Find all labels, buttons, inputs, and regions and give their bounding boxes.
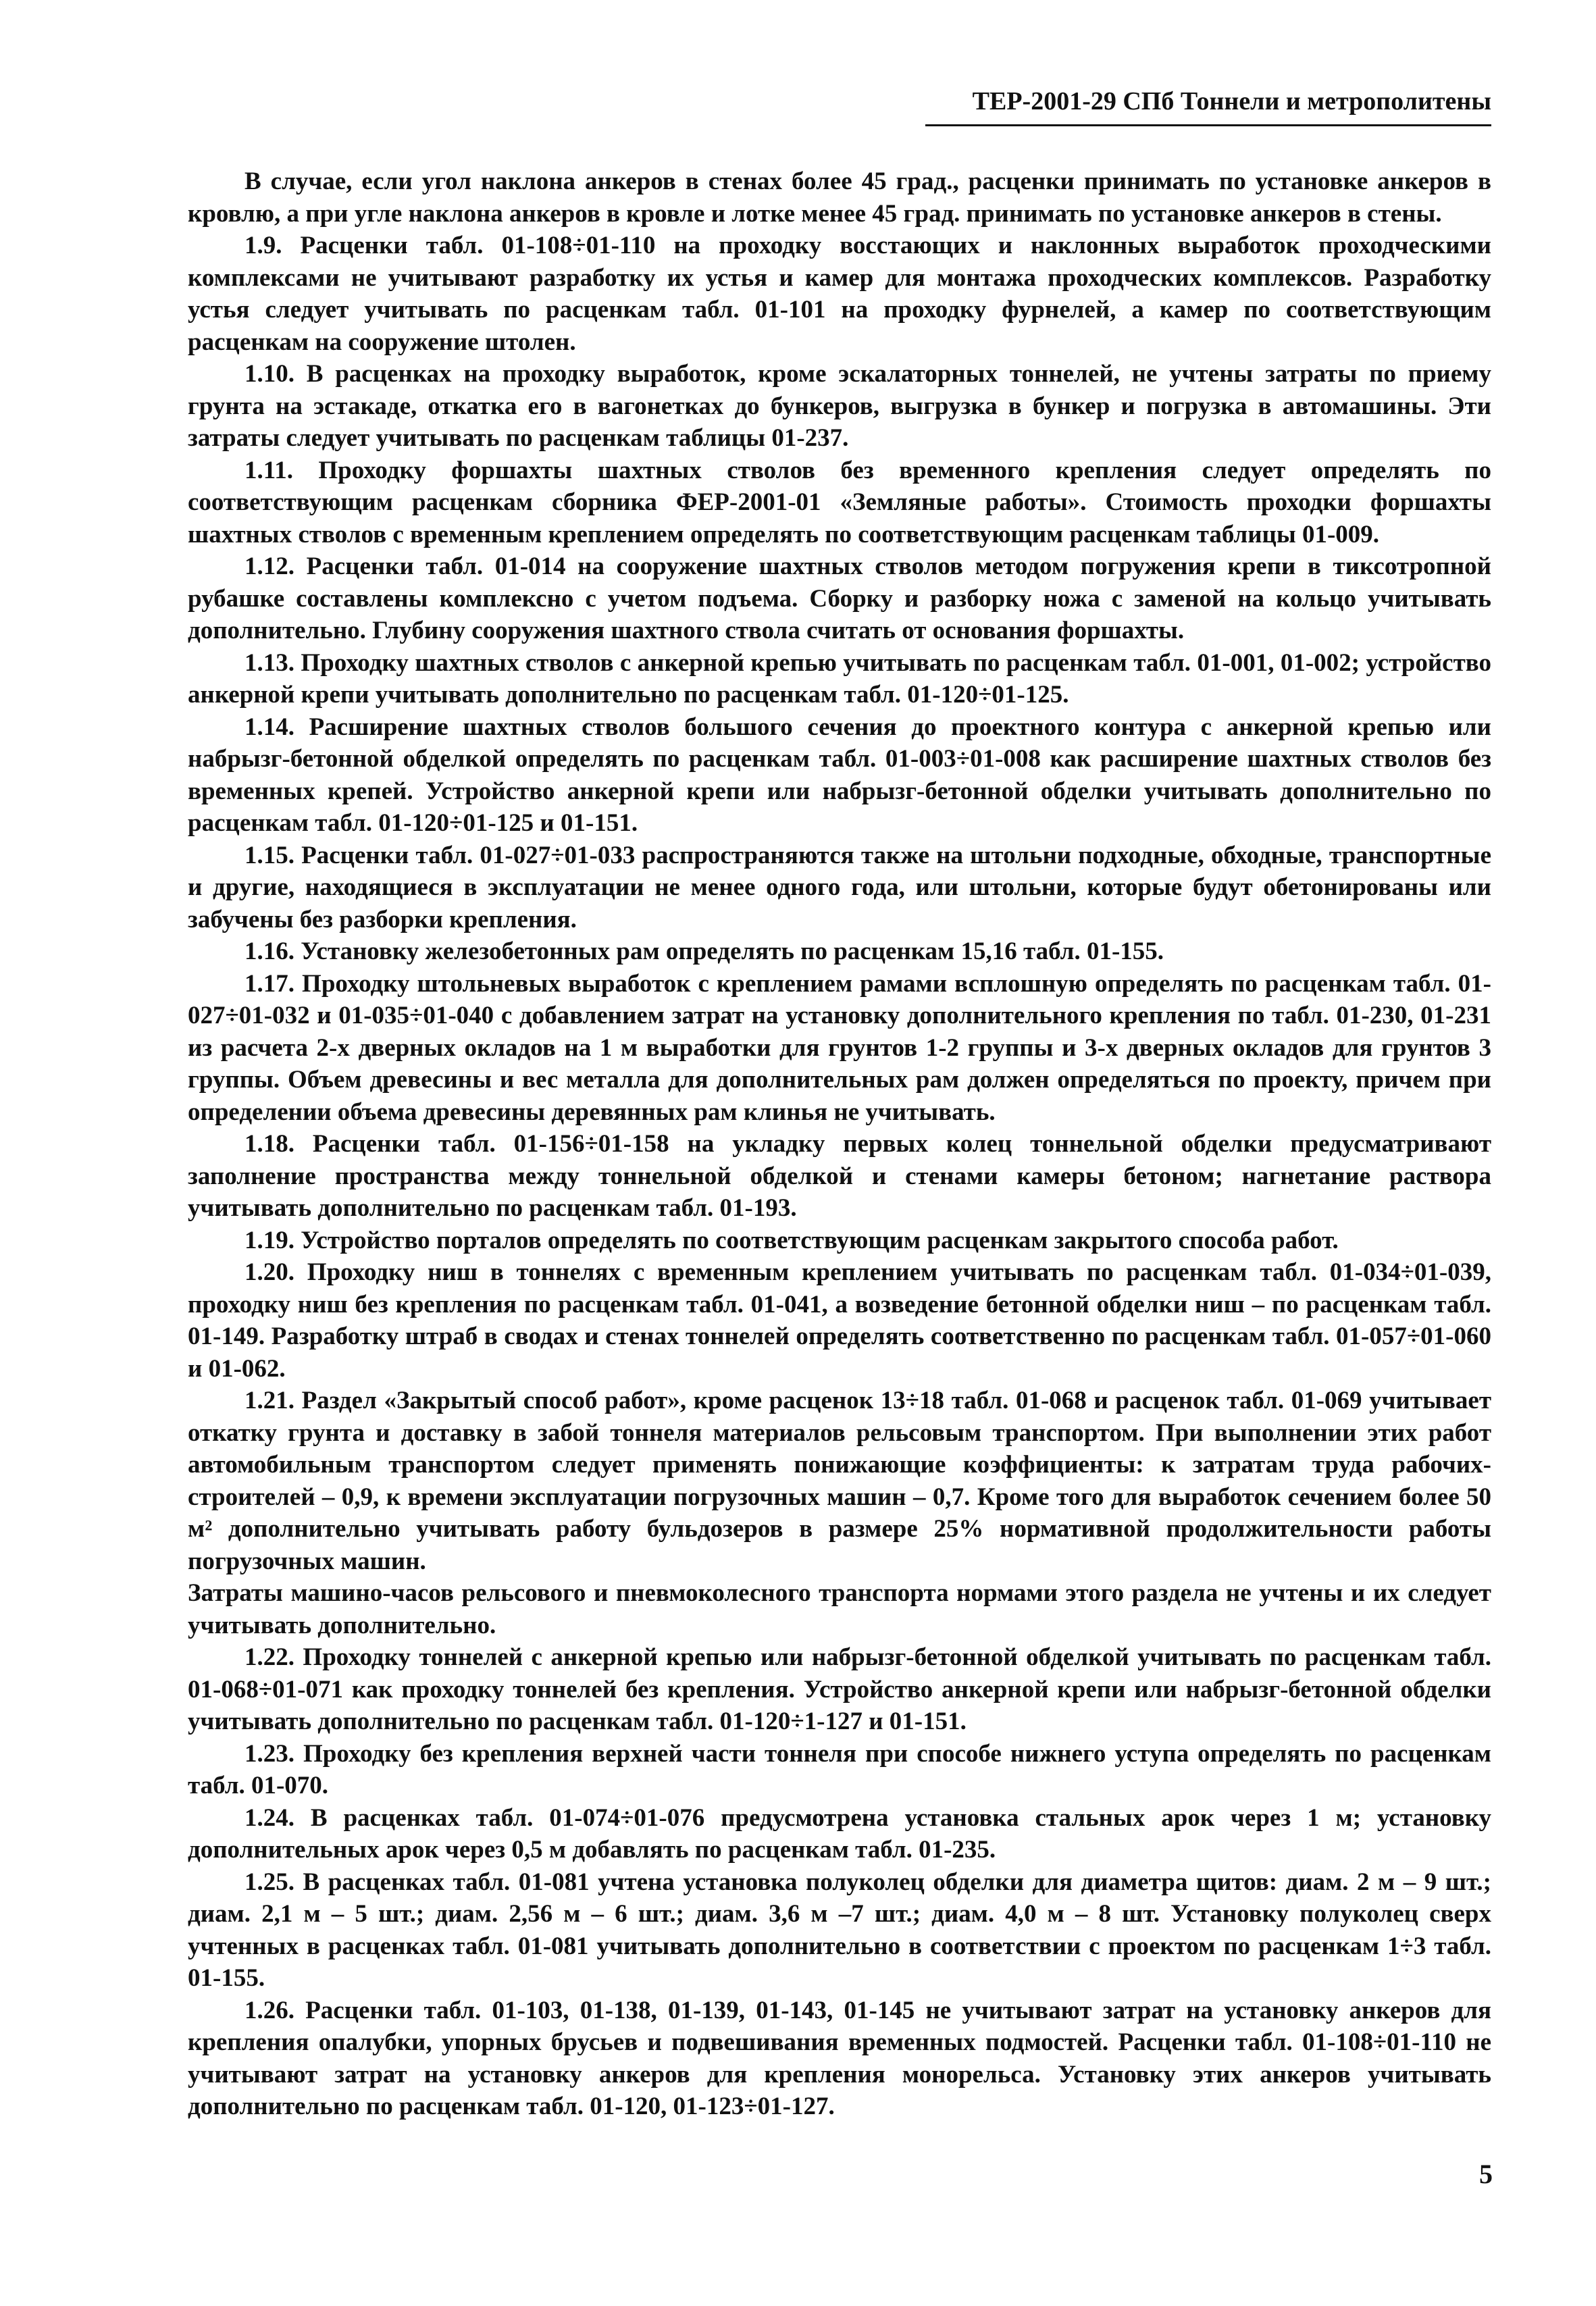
paragraph-1-26: 1.26. Расценки табл. 01-103, 01-138, 01-139, 01-143, 01-145 не учитывают затрат на установку анкеров для крепления опалубки, упорных брусьев и подвешивания временных подмостей. Расценки табл. 01-108÷01-110 не учитывают затрат на установку анкеров для крепления монорельса. Установку этих анкеров учитывать дополнительно по расценкам табл. 01-120, 01-123÷01-127. <box>188 1996 1491 2120</box>
paragraph-1-21: 1.21. Раздел «Закрытый способ работ», кроме расценок 13÷18 табл. 01-068 и расценок табл. 01-069 учитывает откатку грунта и доставку в забой тоннеля материалов рельсовым транспортом. При выполнении этих работ автомобильным транспортом следует применять понижающие коэффициенты: к затратам труда рабочих-строителей – 0,9, к времени эксплуатации погрузочных машин – 0,7. Кроме того для выработок сечением более 50 м² дополнительно учитывать работу бульдозеров в размере 25% нормативной продолжительности работы погрузочных машин. <box>188 1387 1491 1575</box>
paragraph-1-22: 1.22. Проходку тоннелей с анкерной крепью или набрызг-бетонной обделкой учитывать по расценкам табл. 01-068÷01-071 как проходку тоннелей без крепления. Устройство анкерной крепи или набрызг-бетонной обделки учитывать дополнительно по расценкам табл. 01-120÷1-127 и 01-151. <box>188 1643 1491 1735</box>
page-number: 5 <box>1479 2159 1493 2189</box>
paragraph-1-25: 1.25. В расценках табл. 01-081 учтена установка полуколец обделки для диаметра щитов: диам. 2 м – 9 шт.; диам. 2,1 м – 5 шт.; диам. 2,56 м – 6 шт.; диам. 3,6 м –7 шт.; диам. 4,0 м – 8 шт. Установку полуколец сверх учтенных в расценках табл. 01-081 учитывать дополнительно в соответствии с проектом по расценкам 1÷3 табл. 01-155. <box>188 1868 1491 1992</box>
paragraph-1-16: 1.16. Установку железобетонных рам определять по расценкам 15,16 табл. 01-155. <box>244 938 1164 965</box>
paragraph-1-24: 1.24. В расценках табл. 01-074÷01-076 предусмотрена установка стальных арок через 1 м; установку дополнительных арок через 0,5 м добавлять по расценкам табл. 01-235. <box>188 1803 1491 1864</box>
paragraph-1-15: 1.15. Расценки табл. 01-027÷01-033 распространяются также на штольни подходные, обходные, транспортные и другие, находящиеся в эксплуатации не менее одного года, или штольни, которые будут обетонированы или забучены без разборки крепления. <box>188 841 1491 933</box>
document-body <box>188 165 1491 2123</box>
paragraph-1-10: 1.10. В расценках на проходку выработок, кроме эскалаторных тоннелей, не учтены затраты по приему грунта на эстакаде, откатка его в вагонетках до бункеров, выгрузка в бункер и погрузка в автомашины. Эти затраты следует учитывать по расценкам таблицы 01-237. <box>188 360 1491 452</box>
paragraph-1-17: 1.17. Проходку штольневых выработок с креплением рамами всплошную определять по расценкам табл. 01-027÷01-032 и 01-035÷01-040 с добавлением затрат на установку дополнительного крепления по табл. 01-230, 01-231 из расчета 2-х дверных окладов на 1 м выработки для грунтов 1-2 группы и 3-х дверных окладов для грунтов 3 группы. Объем древесины и вес металла для дополнительных рам должен определяться по проекту, причем при определении объема древесины деревянных рам клинья не учитывать. <box>188 969 1491 1126</box>
paragraph-1-13: 1.13. Проходку шахтных стволов с анкерной крепью учитывать по расценкам табл. 01-001, 01-002; устройство анкерной крепи учитывать дополнительно по расценкам табл. 01-120÷01-125. <box>188 648 1491 709</box>
paragraph-1-9: 1.9. Расценки табл. 01-108÷01-110 на проходку восстающих и наклонных выработок проходческими комплексами не учитывают разработку их устья и камер для монтажа проходческих комплексов. Разработку устья следует учитывать по расценкам табл. 01-101 на проходку фурнелей, а камер по соответствующим расценкам на сооружение штолен. <box>188 232 1491 356</box>
paragraph-1-19: 1.19. Устройство порталов определять по соответствующим расценкам закрытого способа работ. <box>244 1226 1339 1254</box>
paragraph-anchors-angle: В случае, если угол наклона анкеров в стенах более 45 град., расценки принимать по установке анкеров в кровлю, а при угле наклона анкеров в кровле и лотке менее 45 град. принимать по установке анкеров в стены. <box>188 168 1491 228</box>
paragraph-1-18: 1.18. Расценки табл. 01-156÷01-158 на укладку первых колец тоннельной обделки предусматривают заполнение пространства между тоннельной обделкой и стенами камеры бетоном; нагнетание раствора учитывать дополнительно по расценкам табл. 01-193. <box>188 1130 1491 1222</box>
paragraph-1-20: 1.20. Проходку ниш в тоннелях с временным креплением учитывать по расценкам табл. 01-034÷01-039, проходку ниш без крепления по расценкам табл. 01-041, а возведение бетонной обделки ниш – по расценкам табл. 01-149. Разработку штраб в сводах и стенах тоннелей определять соответственно по расценкам табл. 01-057÷01-060 и 01-062. <box>188 1258 1491 1383</box>
running-header: ТЕР-2001-29 СПб Тоннели и метрополитены <box>925 86 1491 126</box>
paragraph-1-23: 1.23. Проходку без крепления верхней части тоннеля при способе нижнего уступа определять по расценкам табл. 01-070. <box>188 1739 1491 1799</box>
paragraph-1-11: 1.11. Проходку форшахты шахтных стволов без временного крепления следует определять по соответствующим расценкам сборника ФЕР-2001-01 «Земляные работы». Стоимость проходки форшахты шахтных стволов с временным креплением определять по соответствующим расценкам таблицы 01-009. <box>188 456 1491 548</box>
paragraph-1-12: 1.12. Расценки табл. 01-014 на сооружение шахтных стволов методом погружения крепи в тиксотропной рубашке составлены комплексно с учетом подъема. Сборку и разборку ножа с заменой на кольцо учитывать дополнительно. Глубину сооружения шахтного ствола считать от основания форшахты. <box>188 553 1491 644</box>
paragraph-transport-costs: Затраты машино-часов рельсового и пневмоколесного транспорта нормами этого раздела не учтены и их следует учитывать дополнительно. <box>188 1579 1491 1639</box>
paragraph-1-14: 1.14. Расширение шахтных стволов большого сечения до проектного контура с анкерной крепью или набрызг-бетонной обделкой определять по расценкам табл. 01-003÷01-008 как расширение шахтных стволов без временных крепей. Устройство анкерной крепи или набрызг-бетонной обделки учитывать дополнительно по расценкам табл. 01-120÷01-125 и 01-151. <box>188 713 1491 837</box>
